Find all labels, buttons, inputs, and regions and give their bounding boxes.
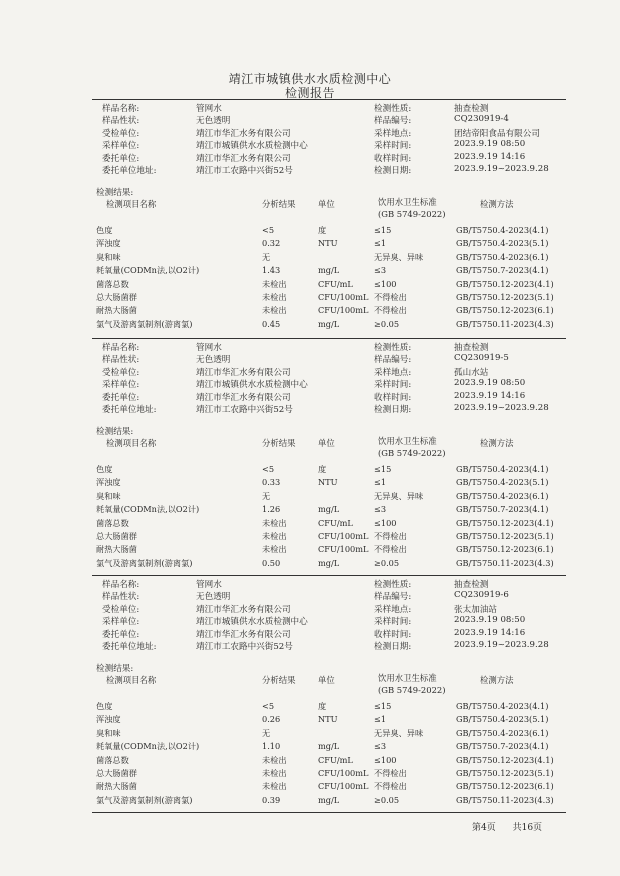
info-label: 检测性质: <box>374 104 412 114</box>
col-header-item: 检测项目名称 <box>106 438 157 448</box>
table-cell-result: 未检出 <box>262 754 287 765</box>
info-value: 2023.9.19 14:16 <box>454 627 526 638</box>
table-cell-method: GB/T5750.4-2023(4.1) <box>456 701 549 711</box>
table-cell-standard: 无异臭、异味 <box>374 727 424 738</box>
info-label: 受检单位: <box>102 604 140 615</box>
table-cell-unit: mg/L <box>318 265 340 276</box>
info-value: 靖江市城镇供水水质检测中心 <box>196 617 308 628</box>
results-heading: 检测结果: <box>96 664 134 674</box>
table-cell-method: GB/T5750.4-2023(5.1) <box>456 714 549 725</box>
info-value: 无色透明 <box>196 116 231 127</box>
info-value: 靖江市华汇水务有限公司 <box>196 128 291 139</box>
table-cell-item: 耗氧量(CODMn法,以O2计) <box>96 504 200 515</box>
table-cell-method: GB/T5750.12-2023(6.1) <box>456 305 554 316</box>
table-cell-unit: CFU/mL <box>318 517 353 528</box>
table-cell-item: 菌落总数 <box>96 754 129 765</box>
table-cell-method: GB/T5750.12-2023(6.1) <box>456 544 554 555</box>
table-cell-standard: 不得检出 <box>374 768 407 778</box>
info-label: 样品编号: <box>374 116 412 127</box>
info-label: 样品名称: <box>102 104 140 114</box>
info-label: 采样地点: <box>374 128 412 139</box>
table-cell-unit: 度 <box>318 701 327 711</box>
info-value: 无色透明 <box>196 355 231 366</box>
col-header-method: 检测方法 <box>480 438 514 448</box>
table-cell-method: GB/T5750.4-2023(4.1) <box>456 225 549 235</box>
table-cell-method: GB/T5750.4-2023(6.1) <box>456 251 549 262</box>
table-cell-unit: mg/L <box>318 557 340 568</box>
info-value: 2023.9.19 08:50 <box>454 615 526 626</box>
table-cell-unit: mg/L <box>318 741 340 752</box>
info-value: 靖江市华汇水务有限公司 <box>196 629 291 640</box>
table-cell-standard: ≥0.05 <box>374 794 400 805</box>
info-label: 采样单位: <box>102 141 140 152</box>
table-cell-standard: ≤3 <box>374 265 387 276</box>
table-cell-item: 耗氧量(CODMn法,以O2计) <box>96 265 200 276</box>
table-cell-method: GB/T5750.12-2023(4.1) <box>456 517 554 528</box>
table-cell-method: GB/T5750.4-2023(5.1) <box>456 477 549 488</box>
table-cell-item: 总大肠菌群 <box>96 292 137 302</box>
divider <box>92 99 566 100</box>
col-header-standard: 饮用水卫生标准 <box>378 436 437 446</box>
info-value: 靖江市华汇水务有限公司 <box>196 367 291 378</box>
table-cell-standard: ≤15 <box>374 225 392 235</box>
info-value: 2023.9.19~2023.9.28 <box>454 640 549 650</box>
table-cell-result: 0.33 <box>262 477 281 488</box>
info-label: 委托单位地址: <box>102 642 157 652</box>
table-cell-result: 1.10 <box>262 741 281 752</box>
info-label: 采样时间: <box>374 380 412 391</box>
info-label: 样品性状: <box>102 592 140 603</box>
info-label: 样品性状: <box>102 116 140 127</box>
col-header-standard: 饮用水卫生标准 <box>378 673 437 683</box>
table-cell-method: GB/T5750.12-2023(4.1) <box>456 754 554 765</box>
col-header-result: 分析结果 <box>262 199 296 209</box>
table-cell-result: 1.43 <box>262 265 281 276</box>
table-cell-result: 0.39 <box>262 794 281 805</box>
table-cell-unit: CFU/100mL <box>318 544 369 555</box>
info-value: 2023.9.19 14:16 <box>454 390 526 401</box>
table-cell-result: 0.45 <box>262 318 281 329</box>
table-cell-item: 总大肠菌群 <box>96 531 137 541</box>
table-cell-result: 0.50 <box>262 557 281 568</box>
table-cell-unit: mg/L <box>318 318 340 329</box>
info-value: 2023.9.19 08:50 <box>454 378 526 389</box>
info-value: CQ230919-5 <box>454 353 509 364</box>
table-cell-item: 氯气及游离氯制剂(游离氯) <box>96 318 193 329</box>
info-value: 靖江市华汇水务有限公司 <box>196 392 291 403</box>
table-cell-item: 耐热大肠菌 <box>96 544 137 555</box>
info-label: 采样单位: <box>102 380 140 391</box>
info-value: 2023.9.19~2023.9.28 <box>454 403 549 413</box>
table-cell-standard: ≤3 <box>374 504 387 515</box>
table-cell-standard: 无异臭、异味 <box>374 251 424 262</box>
page-footer <box>472 820 556 833</box>
info-value: 管网水 <box>196 104 222 114</box>
page-total: 共16页 <box>512 823 543 833</box>
table-cell-item: 浑浊度 <box>96 238 121 249</box>
table-cell-unit: CFU/100mL <box>318 531 369 541</box>
table-cell-item: 浑浊度 <box>96 477 121 488</box>
table-cell-item: 臭和味 <box>96 251 121 262</box>
info-value: CQ230919-6 <box>454 590 509 601</box>
table-cell-result: <5 <box>262 225 275 235</box>
table-cell-unit: NTU <box>318 238 338 249</box>
table-cell-item: 色度 <box>96 464 113 474</box>
divider <box>92 812 566 813</box>
info-label: 样品编号: <box>374 355 412 366</box>
table-cell-result: 1.26 <box>262 504 281 515</box>
table-cell-standard: 不得检出 <box>374 305 407 316</box>
table-cell-method: GB/T5750.12-2023(5.1) <box>456 768 554 778</box>
results-heading: 检测结果: <box>96 427 134 437</box>
table-cell-item: 菌落总数 <box>96 517 129 528</box>
table-cell-standard: 不得检出 <box>374 781 407 792</box>
info-label: 检测日期: <box>374 642 412 652</box>
page-number: 第4页 <box>472 823 496 833</box>
table-cell-standard: 不得检出 <box>374 292 407 302</box>
table-cell-standard: ≤100 <box>374 754 397 765</box>
info-label: 收样时间: <box>374 153 412 164</box>
table-cell-result: 未检出 <box>262 292 287 302</box>
table-cell-method: GB/T5750.12-2023(5.1) <box>456 531 554 541</box>
table-cell-unit: CFU/100mL <box>318 768 369 778</box>
table-cell-result: 无 <box>262 727 271 738</box>
info-value: 抽查检测 <box>454 104 489 114</box>
info-label: 受检单位: <box>102 128 140 139</box>
table-cell-result: <5 <box>262 701 275 711</box>
info-label: 委托单位地址: <box>102 166 157 176</box>
table-cell-item: 菌落总数 <box>96 278 129 289</box>
table-cell-unit: NTU <box>318 477 338 488</box>
info-value: 靖江市工农路中兴街52号 <box>196 642 293 652</box>
info-label: 采样地点: <box>374 604 412 615</box>
table-cell-standard: 不得检出 <box>374 544 407 555</box>
info-value: 团结帝阳食品有限公司 <box>454 128 540 139</box>
table-cell-item: 臭和味 <box>96 490 121 501</box>
col-header-unit: 单位 <box>318 199 335 209</box>
table-cell-standard: ≤1 <box>374 477 387 488</box>
col-header-item: 检测项目名称 <box>106 675 157 685</box>
table-cell-standard: ≤1 <box>374 238 387 249</box>
info-label: 检测性质: <box>374 343 412 353</box>
col-header-standard: 饮用水卫生标准 <box>378 197 437 207</box>
info-value: 孤山水站 <box>454 367 489 378</box>
info-label: 采样单位: <box>102 617 140 628</box>
table-cell-method: GB/T5750.4-2023(6.1) <box>456 490 549 501</box>
table-cell-method: GB/T5750.4-2023(6.1) <box>456 727 549 738</box>
table-cell-method: GB/T5750.11-2023(4.3) <box>456 318 554 329</box>
info-value: 2023.9.19~2023.9.28 <box>454 164 549 174</box>
table-cell-result: 无 <box>262 251 271 262</box>
info-value: 管网水 <box>196 343 222 353</box>
col-header-unit: 单位 <box>318 675 335 685</box>
table-cell-result: 未检出 <box>262 544 287 555</box>
table-cell-method: GB/T5750.12-2023(4.1) <box>456 278 554 289</box>
info-label: 收样时间: <box>374 629 412 640</box>
table-cell-result: 0.32 <box>262 238 281 249</box>
info-label: 样品名称: <box>102 580 140 590</box>
table-cell-unit: CFU/100mL <box>318 305 369 316</box>
col-header-standard-code: (GB 5749-2022) <box>378 685 446 695</box>
table-cell-result: 0.26 <box>262 714 281 725</box>
info-label: 检测性质: <box>374 580 412 590</box>
table-cell-standard: 不得检出 <box>374 531 407 541</box>
info-label: 采样时间: <box>374 141 412 152</box>
info-value: 张太加油站 <box>454 604 497 615</box>
info-label: 委托单位地址: <box>102 405 157 415</box>
col-header-method: 检测方法 <box>480 199 514 209</box>
report-subtitle: 检测报告 <box>284 86 335 100</box>
table-cell-unit: 度 <box>318 464 327 474</box>
info-label: 委托单位: <box>102 629 140 640</box>
report-title: 靖江市城镇供水水质检测中心 <box>228 72 392 86</box>
table-cell-result: <5 <box>262 464 275 474</box>
info-value: 抽查检测 <box>454 580 489 590</box>
info-value: 靖江市工农路中兴街52号 <box>196 166 293 176</box>
table-cell-method: GB/T5750.4-2023(5.1) <box>456 238 549 249</box>
table-cell-unit: mg/L <box>318 504 340 515</box>
table-cell-unit: CFU/mL <box>318 278 353 289</box>
info-value: 靖江市华汇水务有限公司 <box>196 604 291 615</box>
table-cell-standard: ≤1 <box>374 714 387 725</box>
info-value: 靖江市工农路中兴街52号 <box>196 405 293 415</box>
info-value: 靖江市华汇水务有限公司 <box>196 153 291 164</box>
info-label: 采样时间: <box>374 617 412 628</box>
table-cell-standard: ≤3 <box>374 741 387 752</box>
col-header-method: 检测方法 <box>480 675 514 685</box>
table-cell-item: 总大肠菌群 <box>96 768 137 778</box>
table-cell-item: 氯气及游离氯制剂(游离氯) <box>96 557 193 568</box>
table-cell-standard: ≤100 <box>374 278 397 289</box>
info-value: 抽查检测 <box>454 343 489 353</box>
table-cell-standard: ≤100 <box>374 517 397 528</box>
table-cell-method: GB/T5750.12-2023(5.1) <box>456 292 554 302</box>
table-cell-item: 耗氧量(CODMn法,以O2计) <box>96 741 200 752</box>
table-cell-item: 色度 <box>96 701 113 711</box>
table-cell-method: GB/T5750.7-2023(4.1) <box>456 504 549 515</box>
table-cell-method: GB/T5750.12-2023(6.1) <box>456 781 554 792</box>
table-cell-unit: CFU/100mL <box>318 292 369 302</box>
table-cell-result: 无 <box>262 490 271 501</box>
info-label: 委托单位: <box>102 153 140 164</box>
table-cell-method: GB/T5750.11-2023(4.3) <box>456 557 554 568</box>
table-cell-item: 臭和味 <box>96 727 121 738</box>
col-header-standard-code: (GB 5749-2022) <box>378 448 446 458</box>
table-cell-standard: ≤15 <box>374 464 392 474</box>
table-cell-unit: CFU/100mL <box>318 781 369 792</box>
results-heading: 检测结果: <box>96 188 134 198</box>
col-header-standard-code: (GB 5749-2022) <box>378 209 446 219</box>
info-label: 收样时间: <box>374 392 412 403</box>
info-label: 检测日期: <box>374 166 412 176</box>
info-label: 样品编号: <box>374 592 412 603</box>
table-cell-result: 未检出 <box>262 781 287 792</box>
table-cell-method: GB/T5750.4-2023(4.1) <box>456 464 549 474</box>
table-cell-result: 未检出 <box>262 278 287 289</box>
table-cell-standard: ≤15 <box>374 701 392 711</box>
table-cell-standard: ≥0.05 <box>374 318 400 329</box>
info-value: 管网水 <box>196 580 222 590</box>
table-cell-unit: 度 <box>318 225 327 235</box>
table-cell-result: 未检出 <box>262 305 287 316</box>
table-cell-unit: mg/L <box>318 794 340 805</box>
table-cell-item: 浑浊度 <box>96 714 121 725</box>
divider <box>92 338 566 339</box>
col-header-unit: 单位 <box>318 438 335 448</box>
table-cell-standard: 无异臭、异味 <box>374 490 424 501</box>
col-header-result: 分析结果 <box>262 675 296 685</box>
info-label: 检测日期: <box>374 405 412 415</box>
info-label: 样品性状: <box>102 355 140 366</box>
table-cell-item: 色度 <box>96 225 113 235</box>
info-label: 采样地点: <box>374 367 412 378</box>
divider <box>92 575 566 576</box>
table-cell-result: 未检出 <box>262 531 287 541</box>
info-value: CQ230919-4 <box>454 114 509 125</box>
info-value: 2023.9.19 14:16 <box>454 151 526 162</box>
table-cell-method: GB/T5750.7-2023(4.1) <box>456 741 549 752</box>
table-cell-method: GB/T5750.11-2023(4.3) <box>456 794 554 805</box>
info-value: 2023.9.19 08:50 <box>454 139 526 150</box>
table-cell-item: 耐热大肠菌 <box>96 305 137 316</box>
table-cell-result: 未检出 <box>262 768 287 778</box>
info-value: 无色透明 <box>196 592 231 603</box>
col-header-result: 分析结果 <box>262 438 296 448</box>
info-label: 委托单位: <box>102 392 140 403</box>
table-cell-item: 氯气及游离氯制剂(游离氯) <box>96 794 193 805</box>
col-header-item: 检测项目名称 <box>106 199 157 209</box>
table-cell-item: 耐热大肠菌 <box>96 781 137 792</box>
info-label: 样品名称: <box>102 343 140 353</box>
table-cell-result: 未检出 <box>262 517 287 528</box>
table-cell-unit: NTU <box>318 714 338 725</box>
table-cell-standard: ≥0.05 <box>374 557 400 568</box>
table-cell-method: GB/T5750.7-2023(4.1) <box>456 265 549 276</box>
info-value: 靖江市城镇供水水质检测中心 <box>196 380 308 391</box>
table-cell-unit: CFU/mL <box>318 754 353 765</box>
info-label: 受检单位: <box>102 367 140 378</box>
info-value: 靖江市城镇供水水质检测中心 <box>196 141 308 152</box>
